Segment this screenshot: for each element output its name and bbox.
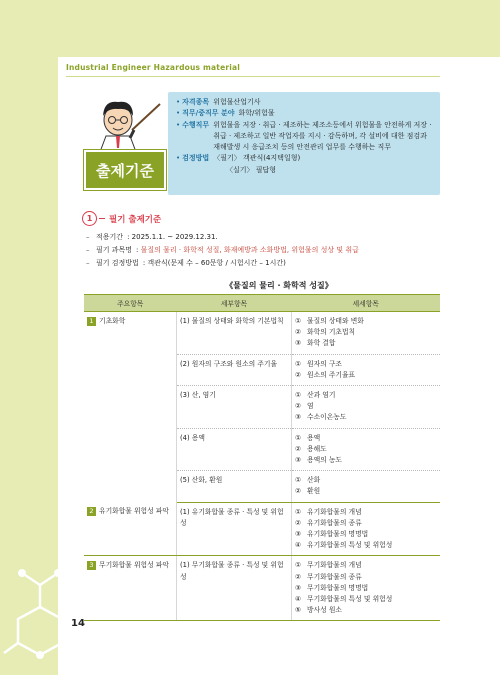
header-sub-item: 세부항목 (177, 295, 292, 312)
running-header: Industrial Engineer Hazardous material (66, 63, 241, 72)
detail-item-number: ② (295, 402, 302, 411)
meta-row: – 필기 검정방법 : 객관식(문제 수 – 60문항 / 시험시간 – 1시간) (86, 259, 286, 267)
detail-item-text: 무기화합물의 종류 (307, 572, 362, 581)
detail-item-cell (292, 471, 441, 502)
table-row (84, 502, 440, 556)
detail-item-text: 용액 (307, 433, 321, 442)
info-row: • 검정방법 〈필기〉 객관식(4지택일형) (176, 154, 301, 163)
sub-item-cell: (1) 유기화합물 종류 · 특성 및 위험성 (177, 502, 292, 556)
exam-standard-table (84, 294, 440, 621)
detail-item (295, 359, 437, 370)
detail-item-number: ③ (295, 339, 302, 348)
info-row: 〈실기〉 필답형 (226, 165, 277, 174)
detail-item-number: ① (295, 561, 302, 570)
info-row: • 직무/중직무 분야 화학/위험물 (176, 109, 275, 118)
main-item-cell (84, 312, 177, 503)
detail-item-number: ② (295, 518, 302, 527)
detail-item (295, 594, 437, 605)
detail-item-number: ④ (295, 595, 302, 604)
main-item-number: 3 (87, 561, 96, 570)
detail-item-text: 원소의 주기율표 (307, 370, 356, 379)
detail-item (295, 412, 437, 423)
detail-item (295, 529, 437, 540)
detail-item (295, 540, 437, 551)
detail-item-text: 화학의 기초법칙 (307, 328, 356, 337)
detail-item-text: 무기화합물의 명명법 (307, 583, 369, 592)
section-title: 필기 출제기준 (109, 214, 162, 225)
detail-item (295, 338, 437, 349)
detail-item (295, 444, 437, 455)
sub-item-cell: (5) 산화, 환원 (177, 471, 292, 502)
detail-item-number: ③ (295, 530, 302, 539)
detail-item (295, 390, 437, 401)
detail-item-text: 염 (307, 402, 314, 411)
detail-item-text: 유기화합물의 개념 (307, 507, 362, 516)
sub-item-cell: (4) 용액 (177, 428, 292, 471)
detail-item-text: 물질의 상태와 변화 (307, 317, 364, 325)
detail-item (295, 433, 437, 444)
sub-item-cell: (2) 원자의 구조와 원소의 주기율 (177, 354, 292, 385)
detail-item (295, 486, 437, 497)
detail-item-number: ⑤ (295, 606, 302, 615)
detail-item (295, 316, 437, 327)
detail-item-cell (292, 556, 441, 621)
table-caption: 《물질의 물리 · 화학적 성질》 (225, 281, 333, 290)
detail-item (295, 560, 437, 571)
table-row (84, 556, 440, 621)
detail-item (295, 507, 437, 518)
detail-item-text: 원자의 구조 (307, 359, 342, 368)
detail-item-text: 수소이온농도 (307, 413, 347, 422)
detail-item (295, 370, 437, 381)
header-main-item: 주요항목 (84, 295, 177, 312)
detail-item (295, 475, 437, 486)
detail-item (295, 455, 437, 466)
certification-info-box (168, 92, 440, 195)
detail-item (295, 327, 437, 338)
detail-item (295, 401, 437, 412)
detail-item-number: ② (295, 572, 302, 581)
detail-item-text: 유기화합물의 명명법 (307, 530, 369, 539)
table-body (84, 312, 440, 621)
meta-row: – 필기 과목명 : 물질의 물리 · 화학적 성질, 화재예방과 소화방법, 위험물의 성상 및 취급 (86, 246, 359, 254)
detail-item-text: 화학 결합 (307, 339, 336, 348)
sub-item-cell: (1) 무기화합물 종류 · 특성 및 위험성 (177, 556, 292, 621)
detail-item-number: ① (295, 507, 302, 516)
detail-item-text: 환원 (307, 487, 321, 496)
detail-item-text: 무기화합물의 특성 및 위험성 (307, 595, 393, 604)
detail-item-text: 방사성 원소 (307, 606, 342, 615)
detail-item (295, 572, 437, 583)
detail-item-text: 유기화합물의 종류 (307, 518, 362, 527)
detail-item-number: ② (295, 487, 302, 496)
detail-item-number: ③ (295, 456, 302, 465)
main-item-number: 1 (87, 317, 96, 326)
detail-item-text: 용해도 (307, 444, 327, 453)
section-dash (99, 218, 105, 220)
detail-item-number: ① (295, 317, 302, 325)
detail-item-number: ② (295, 328, 302, 337)
info-row: • 수행직무 위험물을 저장 · 취급 · 제조하는 제조소등에서 위험물을 안전하게 저장 · 취급 · 제조하고 일반 작업자를 지시 · 감독하며, 각 설비에 대한 점검과 재해발생 시 응급조치 등의 안전관리 업무를 수행하는 직무 (176, 120, 432, 152)
hero-title-box (84, 150, 166, 190)
detail-item-cell (292, 354, 441, 385)
detail-item-number: ① (295, 433, 302, 442)
table-header-row (84, 295, 440, 312)
sub-item-cell: (3) 산, 염기 (177, 386, 292, 429)
detail-item (295, 605, 437, 616)
section-heading (82, 211, 161, 226)
main-item-label: 무기화합물 위험성 파악 (99, 561, 169, 570)
detail-item-number: ③ (295, 413, 302, 422)
table-row (84, 312, 440, 355)
main-item-label: 유기화합물 위험성 파악 (99, 507, 169, 516)
exam-meta (86, 231, 359, 270)
detail-item-number: ① (295, 359, 302, 368)
detail-item-text: 산과 염기 (307, 391, 336, 400)
main-item-label: 기초화학 (99, 317, 126, 325)
detail-item-number: ① (295, 476, 302, 485)
detail-item-text: 산화 (307, 476, 321, 485)
detail-item-number: ③ (295, 583, 302, 592)
detail-item-number: ④ (295, 541, 302, 550)
info-row: • 자격종목 위험물산업기사 (176, 98, 261, 106)
detail-item-number: ② (295, 370, 302, 379)
detail-item (295, 583, 437, 594)
detail-item-number: ① (295, 391, 302, 400)
page-number: 14 (71, 618, 85, 629)
header-detail-item: 세세항목 (292, 295, 441, 312)
detail-item-cell (292, 312, 441, 355)
detail-item-number: ② (295, 444, 302, 453)
detail-item-cell (292, 428, 441, 471)
sub-item-cell: (1) 물질의 상태와 화학의 기본법칙 (177, 312, 292, 355)
main-item-number: 2 (87, 507, 96, 516)
detail-item (295, 518, 437, 529)
detail-item-text: 무기화합물의 개념 (307, 561, 362, 570)
detail-item-cell (292, 502, 441, 556)
detail-item-text: 용액의 농도 (307, 456, 342, 465)
molecule-decoration-icon (0, 545, 110, 675)
detail-item-text: 유기화합물의 특성 및 위험성 (307, 541, 393, 550)
meta-row: – 적용기간 : 2025.1.1. ~ 2029.12.31. (86, 233, 218, 241)
section-number: 1 (82, 211, 97, 226)
hero-title: 출제기준 (96, 161, 154, 180)
detail-item-cell (292, 386, 441, 429)
header-divider (66, 76, 440, 77)
